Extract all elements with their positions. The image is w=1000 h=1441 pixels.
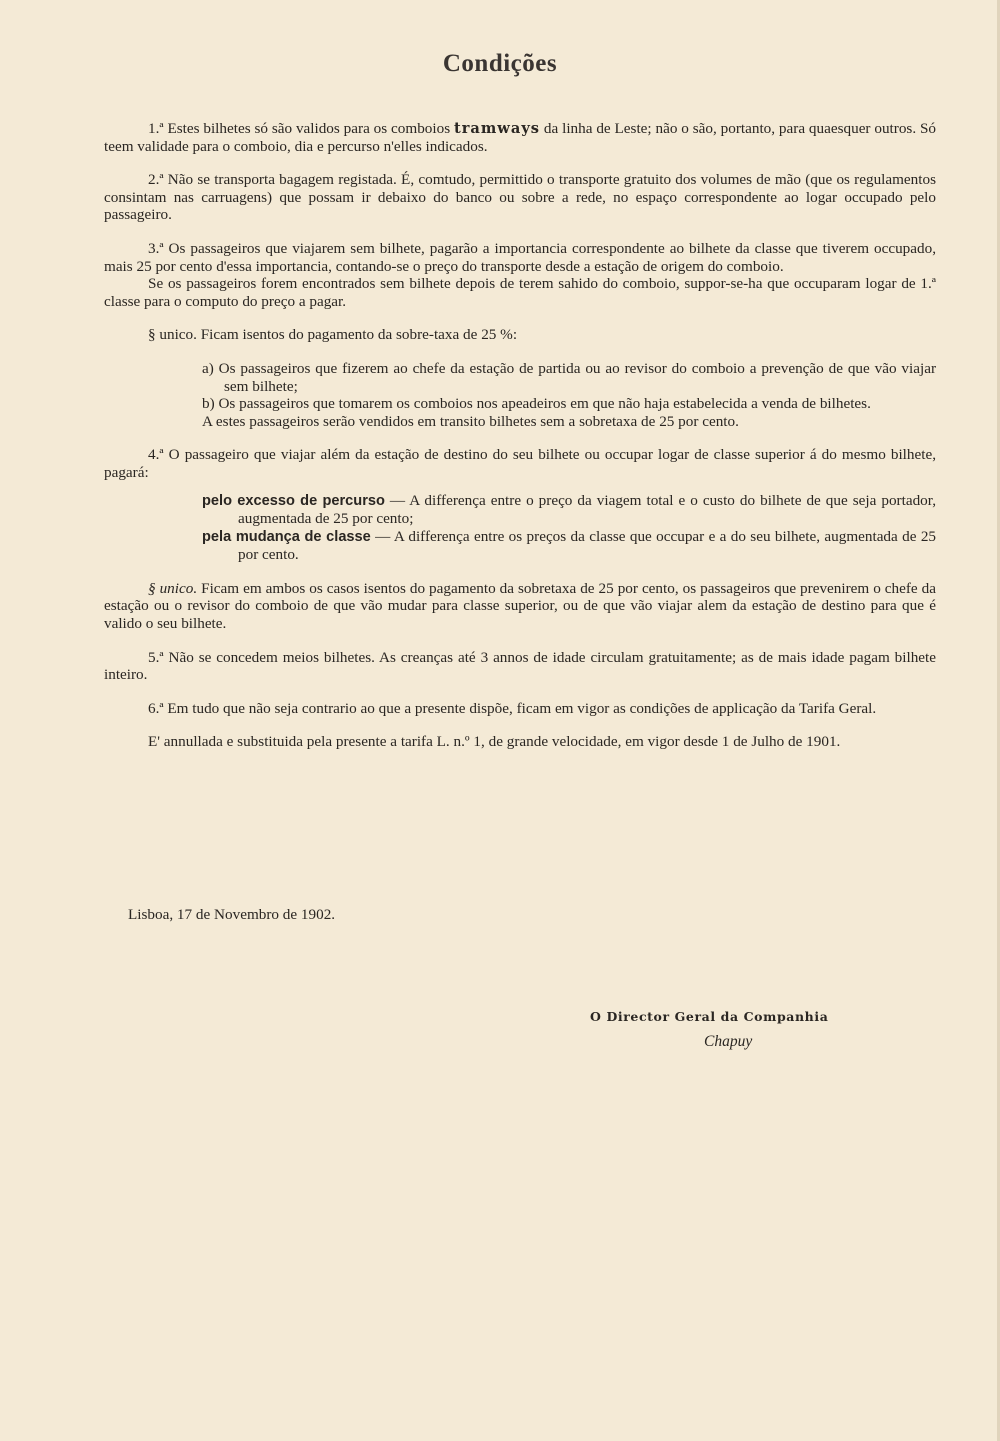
term-class-change-text: — A differença entre os preços da classe que occupar e a do seu bilhete, augmentada de 25 por cento.	[238, 527, 937, 564]
term-class-change-label: pela mudança de classe	[202, 528, 371, 545]
condition-1-lead: 1.ª Estes bilhetes só são validos para os comboios	[148, 120, 451, 137]
condition-4-terms	[104, 492, 936, 564]
condition-4-unico-lead: § unico.	[148, 579, 198, 597]
document-date: Lisboa, 17 de Novembro de 1902.	[128, 906, 336, 923]
condition-6: 6.ª Em tudo que não seja contrario ao que a presente dispõe, ficam em vigor as condições de applicação da Tarifa Geral.	[148, 699, 877, 717]
condition-3-exemptions	[104, 360, 936, 430]
condition-4-unico-text: Ficam em ambos os casos isentos do pagamento da sobretaxa de 25 por cento, os passageiros que prevenirem o chefe da estação ou o revisor do comboio de que vão mudar para classe superior, ou de que vão viajar alem da estação de destino para que é valido o seu bilhete.	[104, 579, 936, 633]
annulment-note: E' annullada e substituida pela presente a tarifa L. n.º 1, de grande velocidade, em vigor desde 1 de Julho de 1901.	[148, 733, 841, 751]
term-excess-distance	[104, 492, 936, 528]
term-class-change	[104, 528, 936, 564]
condition-1-tail: da linha de Leste; não o são, portanto, para quaesquer outros. Só teem validade para o comboio, dia e percurso n'elles indicados.	[104, 120, 937, 155]
condition-3-second: Se os passageiros forem encontrados sem bilhete depois de terem sahido do comboio, suppor-se-ha que occuparam logar de 1.ª classe para o computo do preço a pagar.	[104, 275, 936, 310]
term-excess-distance-label: pelo excesso de percurso	[202, 492, 385, 509]
page-title: Condições	[442, 50, 558, 77]
condition-4: 4.ª O passageiro que viajar além da estação de destino do seu bilhete ou occupar logar de classe superior á do mesmo bilhete, pagará:	[104, 446, 936, 481]
condition-3: 3.ª Os passageiros que viajarem sem bilhete, pagarão a importancia correspondente ao bilhete da classe que tiverem occupado, mais 25 por cento d'essa importancia, contando-se o preço do transporte desde a estação de origem do comboio.	[104, 239, 936, 275]
exemption-a: a) Os passageiros que fizerem ao chefe da estação de partida ou ao revisor do comboio a prevenção de que vão viajar sem bilhete;	[202, 359, 936, 395]
term-excess-distance-text: — A differença entre o preço da viagem total e o custo do bilhete de que seja portador, augmentada de 25 por cento;	[238, 491, 936, 528]
condition-1	[104, 120, 936, 155]
exemption-b: b) Os passageiros que tomarem os comboios nos apeadeiros em que não haja estabelecida a venda de bilhetes.	[202, 395, 871, 413]
condition-2: 2.ª Não se transporta bagagem registada. É, comtudo, permittido o transporte gratuito dos volumes de mão (que os regulamentos consintam nas carruagens) que possam ir debaixo do banco ou sobre a rede, no espaço correspondente ao logar occupado pelo passageiro.	[104, 171, 936, 224]
signature-title: O Director Geral da Companhia	[590, 1009, 829, 1024]
condition-1-emphasis: tramways	[453, 120, 541, 137]
condition-3-unico: § unico. Ficam isentos do pagamento da sobre-taxa de 25 %:	[148, 326, 518, 344]
condition-4-unico	[104, 580, 936, 633]
signature-name: Chapuy	[704, 1033, 753, 1050]
exemption-note: A estes passageiros serão vendidos em transito bilhetes sem a sobretaxa de 25 por cento.	[202, 412, 739, 430]
conditions-body	[104, 120, 936, 767]
condition-5: 5.ª Não se concedem meios bilhetes. As creanças até 3 annos de idade circulam gratuitamente; as de mais idade pagam bilhete inteiro.	[104, 648, 936, 684]
